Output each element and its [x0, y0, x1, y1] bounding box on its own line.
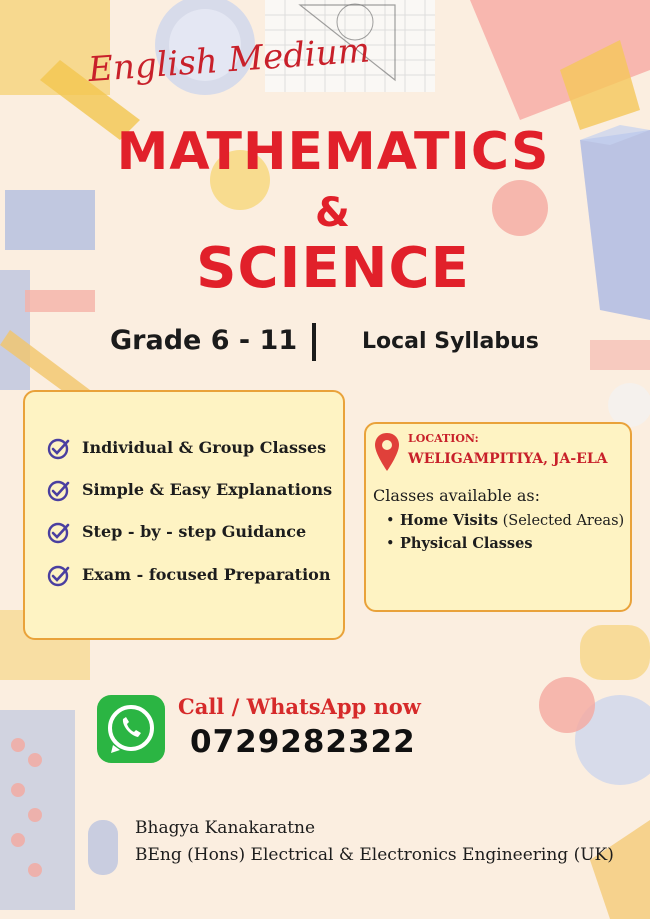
feature-text: Individual & Group Classes [82, 438, 327, 457]
title-ampersand: & [315, 190, 351, 236]
separator-bar [312, 323, 316, 361]
title-mathematics: MATHEMATICS [116, 122, 550, 182]
availability-item-label: Home Visits [400, 512, 499, 529]
feature-text: Exam - focused Preparation [82, 565, 331, 584]
check-circle-icon [47, 437, 71, 461]
check-circle-icon [47, 564, 71, 588]
feature-text: Step - by - step Guidance [82, 522, 307, 541]
tutor-name: Bhagya Kanakaratne [135, 818, 316, 838]
whatsapp-icon[interactable] [97, 695, 165, 763]
call-whatsapp-label: Call / WhatsApp now [178, 694, 421, 719]
title-science: SCIENCE [196, 236, 470, 301]
phone-number[interactable]: 0729282322 [190, 724, 416, 760]
syllabus-label: Local Syllabus [362, 329, 539, 354]
grade-label: Grade 6 - 11 [110, 325, 298, 356]
location-label: LOCATION: [408, 432, 479, 445]
check-circle-icon [47, 479, 71, 503]
availability-item-note: (Selected Areas) [498, 513, 625, 529]
check-circle-icon [47, 521, 71, 545]
availability-item: • Home Visits (Selected Areas) [386, 512, 625, 529]
english-medium-script: English Medium [86, 30, 372, 91]
tutor-degree: BEng (Hons) Electrical & Electronics Engineering (UK) [135, 845, 614, 865]
subheading-row [110, 325, 580, 365]
feature-text: Simple & Easy Explanations [82, 480, 333, 499]
availability-item: • Physical Classes [386, 535, 533, 552]
availability-item-label: Physical Classes [400, 535, 533, 552]
whatsapp-glyph-icon [97, 695, 165, 763]
availability-title: Classes available as: [373, 486, 541, 505]
location-value: WELIGAMPITIYA, JA-ELA [408, 451, 608, 467]
location-pin-icon [374, 432, 400, 472]
features-card [23, 390, 345, 640]
location-card [364, 422, 632, 612]
